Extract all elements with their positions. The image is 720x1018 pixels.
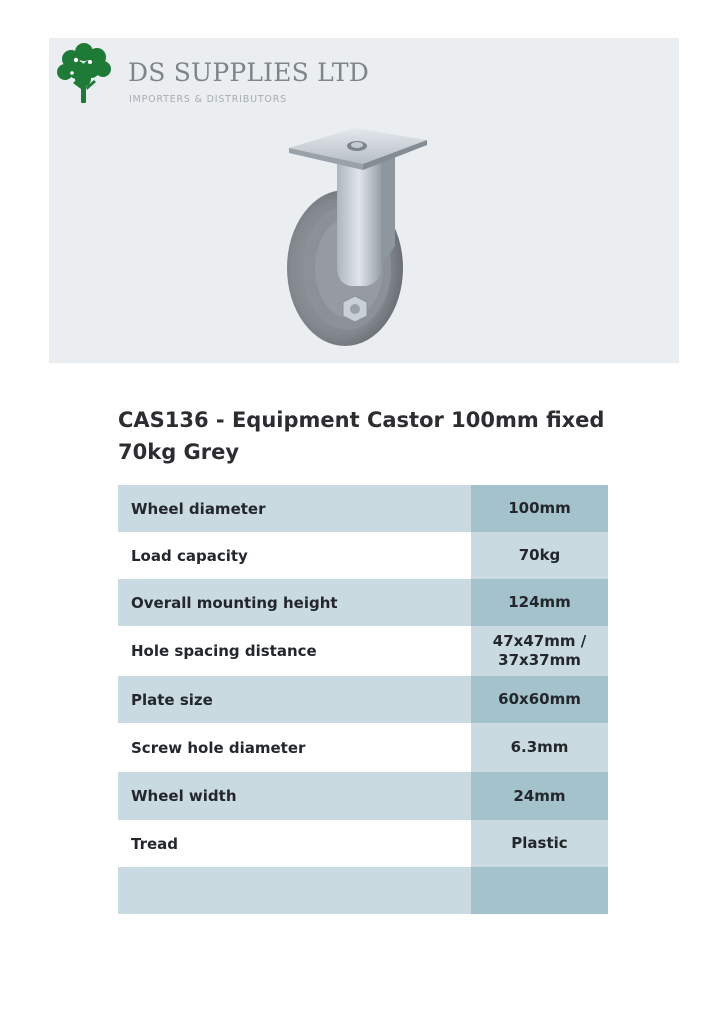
spec-label: Load capacity [118, 532, 471, 579]
product-image-panel [49, 38, 679, 363]
spec-label: Wheel width [118, 772, 471, 820]
product-title: CAS136 - Equipment Castor 100mm fixed 70kg Grey [118, 408, 605, 464]
table-row [118, 820, 608, 867]
spec-value: 24mm [471, 772, 608, 820]
table-row [118, 485, 608, 532]
table-row [118, 723, 608, 772]
spec-value: 60x60mm [471, 676, 608, 723]
spec-value: 70kg [471, 532, 608, 579]
spec-value [471, 867, 608, 914]
spec-label: Hole spacing distance [118, 626, 471, 676]
table-row [118, 676, 608, 723]
spec-label [118, 867, 471, 914]
castor-wheel-image [285, 126, 435, 354]
table-row [118, 772, 608, 820]
spec-value: 6.3mm [471, 723, 608, 772]
table-row [118, 626, 608, 676]
tree-icon [57, 43, 113, 105]
table-row [118, 579, 608, 626]
spec-label: Wheel diameter [118, 485, 471, 532]
spec-label: Plate size [118, 676, 471, 723]
company-name: DS SUPPLIES LTD [128, 58, 370, 87]
company-tagline: IMPORTERS & DISTRIBUTORS [129, 94, 287, 105]
company-logo [57, 43, 387, 107]
spec-value: 100mm [471, 485, 608, 532]
spec-label: Overall mounting height [118, 579, 471, 626]
spec-label: Tread [118, 820, 471, 867]
table-row [118, 532, 608, 579]
spec-label: Screw hole diameter [118, 723, 471, 772]
spec-value: 124mm [471, 579, 608, 626]
spec-value: Plastic [471, 820, 608, 867]
table-row [118, 867, 608, 914]
spec-table [118, 485, 608, 914]
spec-value: 47x47mm / 37x37mm [471, 626, 608, 676]
